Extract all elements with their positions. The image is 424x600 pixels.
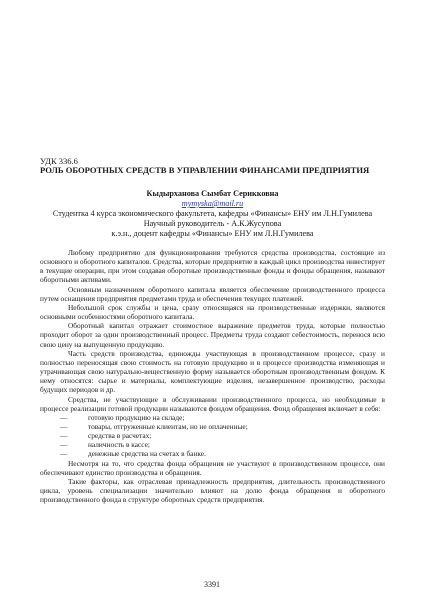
article-body	[40, 248, 385, 504]
scientific-advisor: Научный руководитель - А.К.Жусупова	[143, 219, 282, 228]
student-affiliation: Студентка 4 курса экономического факультета, кафедры «Финансы» ЕНУ им Л.Н.Гумилева	[52, 209, 373, 218]
dash-bullet: —	[60, 440, 68, 450]
list-item: — готовую продукцию на складе;	[60, 412, 185, 422]
author-name: Кыдырханова Сымбат Серикковна	[146, 189, 279, 198]
paragraph: Часть средств производства, единожды участвующая в производственном процессе, сразу и полностью переносящая свою стоимость на готовую продукцию и в процессе производства изменяющая и утрачивающая свою натурально-вещественную форму называется оборотным производственным фондом. К нему относятся: сырье и материалы, комплектующие изделия, незавершенное производство, расходы будущих периодов и др.	[40, 348, 385, 395]
paragraph: Оборотный капитал отражает стоимостное выражение предметов труда, которые полностью проходит оборот за один производственный процесс. Предметы труда создают себестоимость, перенося всю свою цену на выпущенную продукцию.	[40, 321, 385, 349]
paragraph: Любому предприятию для функционирования требуются средства производства, состоящие из основного и оборотного капиталов. Средства, которые предприятие в каждый цикл производства инвестирует в текущие операции, при этом создавая оборотные производственные фонды и фонды обращения, называют оборотными активами.	[40, 248, 385, 285]
paragraph: Основным назначением оборотного капитала является обеспечение производственного процесса путем оснащения предприятия предметами труда и обеспечения текущих платежей.	[40, 284, 385, 303]
advisor-title: к.э.н., доцент кафедры «Финансы» ЕНУ им Л.Н.Гумилева	[111, 229, 314, 238]
paragraph: Такие факторы, как отраслевая принадлежность предприятия, длительность производственного цикла, уровень специализации значительно влияют на долю фонда обращения и оборотного производственного фонда в структуре оборотных средств предприятия.	[40, 476, 385, 505]
list-item: — денежные средства на счетах в банке.	[60, 449, 206, 459]
dash-bullet: —	[60, 412, 68, 422]
dash-bullet: —	[60, 449, 68, 459]
udc-code: УДК 336.6	[40, 156, 78, 166]
list-item: — средства в расчетах;	[60, 431, 152, 441]
paragraph: Несмотря на то, что средства фонда обращения не участвуют в производственном процессе, они обеспечивают единство производства и обращения.	[40, 458, 385, 477]
article-title: РОЛЬ ОБОРОТНЫХ СРЕДСТВ В УПРАВЛЕНИИ ФИНАНСАМИ ПРЕДПРИЯТИЯ	[40, 165, 370, 175]
paragraph: Средства, не участвующие в обслуживании производственного процесса, но необходимые в процессе реализации готовой продукции называются фондом обращения. Фонд обращения включает в себя:	[40, 394, 385, 413]
dash-bullet: —	[60, 431, 68, 441]
author-email-link[interactable]: mymyska@mail.ru	[181, 199, 244, 208]
list-item: — наличность в кассе;	[60, 440, 150, 450]
page-number: 3391	[204, 580, 220, 589]
circulation-fund-list	[40, 413, 385, 459]
list-item: — товары, отгруженные клиентам, но не оплаченные;	[60, 421, 248, 431]
paragraph: Небольшой срок службы и цена, сразу относящаяся на производственные издержки, являются основными особенностями оборотного капитала.	[40, 302, 385, 322]
dash-bullet: —	[60, 421, 68, 431]
